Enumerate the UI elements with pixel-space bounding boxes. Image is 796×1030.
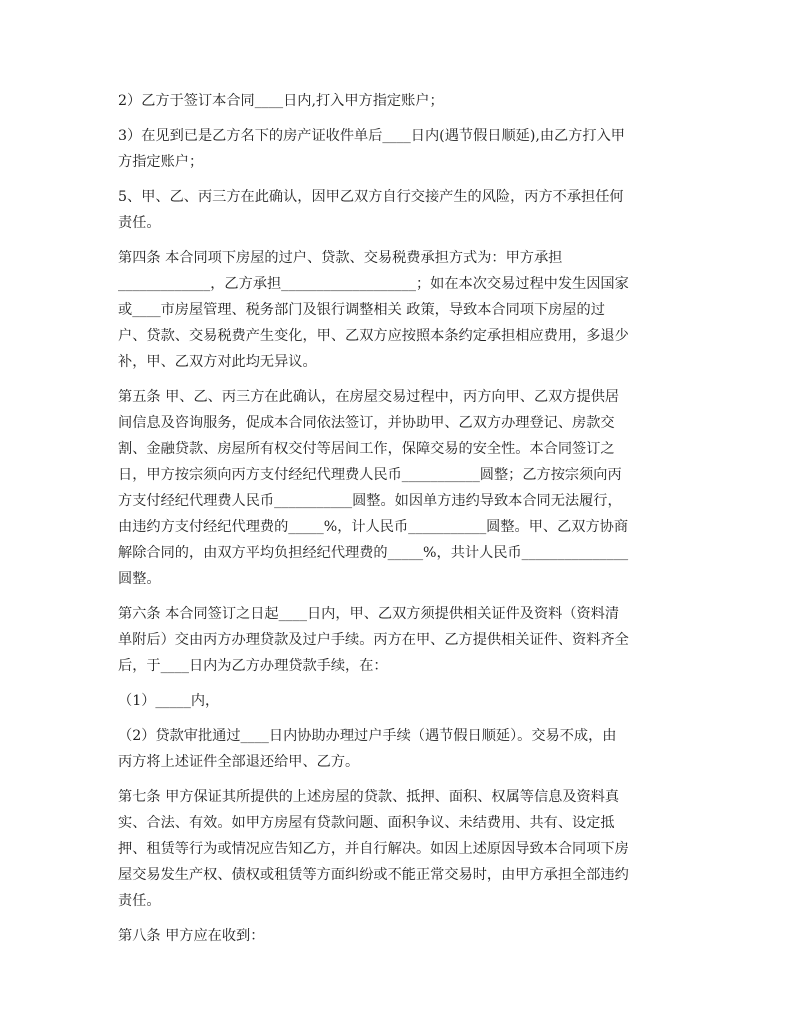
article-7-paragraph — [118, 784, 686, 914]
text-line: 圆整。 — [118, 571, 161, 587]
text-line: 屋交易发生产权、债权或租赁等方面纠纷或不能正常交易时，由甲方承担全部违约 — [118, 867, 629, 883]
text-line: 第七条 甲方保证其所提供的上述房屋的贷款、抵押、面积、权属等信息及资料真 — [118, 789, 620, 805]
article-6-item-1 — [118, 688, 686, 714]
document-page — [118, 88, 686, 958]
text-line: 方指定账户； — [118, 154, 204, 170]
text-line: 割、金融贷款、房屋所有权交付等居间工作，保障交易的安全性。本合同签订之 — [118, 441, 615, 457]
text-line: 3）在见到已是乙方名下的房产证收件单后____日内(遇节假日顺延),由乙方打入甲 — [118, 128, 625, 144]
text-line: 方支付经纪代理费人民币___________圆整。如因单方违约导致本合同无法履行， — [118, 493, 622, 509]
payment-clause-3 — [118, 123, 686, 175]
text-line: （2）贷款审批通过____日内协助办理过户手续（遇节假日顺延）。交易不成，由 — [118, 728, 617, 744]
text-line: 第五条 甲、乙、丙三方在此确认，在房屋交易过程中，丙方向甲、乙双方提供居 — [118, 389, 620, 405]
article-6-item-2 — [118, 723, 686, 775]
text-line: 解除合同的，由双方平均负担经纪代理费的_____%，共计人民币_______________ — [118, 545, 629, 561]
text-line: 单附后）交由丙方办理贷款及过户手续。丙方在甲、乙方提供相关证件、资料齐全 — [118, 632, 629, 648]
payment-clause-2 — [118, 88, 686, 114]
article-8-paragraph — [118, 923, 686, 949]
text-line: 责任。 — [118, 893, 161, 909]
text-line: 押、租赁等行为或情况应告知乙方，并自行解决。如因上述原因导致本合同项下房 — [118, 841, 629, 857]
text-line: 补，甲、乙双方对此均无异议。 — [118, 354, 317, 370]
text-line: 间信息及咨询服务，促成本合同依法签订，并协助甲、乙双方办理登记、房款交 — [118, 415, 615, 431]
text-line: （1）_____内， — [118, 693, 220, 709]
text-line: 2）乙方于签订本合同____日内,打入甲方指定账户； — [118, 93, 444, 109]
text-line: 日，甲方按宗须向丙方支付经纪代理费人民币___________圆整；乙方按宗须向丙 — [118, 467, 622, 483]
text-line: 丙方将上述证件全部退还给甲、乙方。 — [118, 754, 360, 770]
text-line: 或____市房屋管理、税务部门及银行调整相关 政策，导致本合同项下房屋的过 — [118, 302, 605, 318]
text-line: 责任。 — [118, 215, 161, 231]
text-line: 5、甲、乙、丙三方在此确认，因甲乙双方自行交接产生的风险，丙方不承担任何 — [118, 189, 624, 205]
risk-clause-5 — [118, 184, 686, 236]
text-line: 第四条 本合同项下房屋的过户、贷款、交易税费承担方式为：甲方承担 — [118, 250, 563, 266]
text-line: 户、贷款、交易税费产生变化，甲、乙双方应按照本条约定承担相应费用，多退少 — [118, 328, 629, 344]
text-line: 实、合法、有效。如甲方房屋有贷款问题、面积争议、未结费用、共有、设定抵 — [118, 815, 615, 831]
article-4-paragraph — [118, 245, 686, 375]
text-line: _____________，乙方承担___________________；如在本次交易过程中发生因国家 — [118, 276, 629, 292]
text-line: 第六条 本合同签订之日起____日内，甲、乙双方须提供相关证件及资料（资料清 — [118, 606, 620, 622]
text-line: 第八条 甲方应在收到： — [118, 928, 265, 944]
article-6-paragraph — [118, 601, 686, 679]
text-line: 由违约方支付经纪代理费的_____%，计人民币___________圆整。甲、乙双方协商 — [118, 519, 629, 535]
article-5-paragraph — [118, 384, 686, 592]
text-line: 后，于____日内为乙方办理贷款手续，在： — [118, 658, 388, 674]
